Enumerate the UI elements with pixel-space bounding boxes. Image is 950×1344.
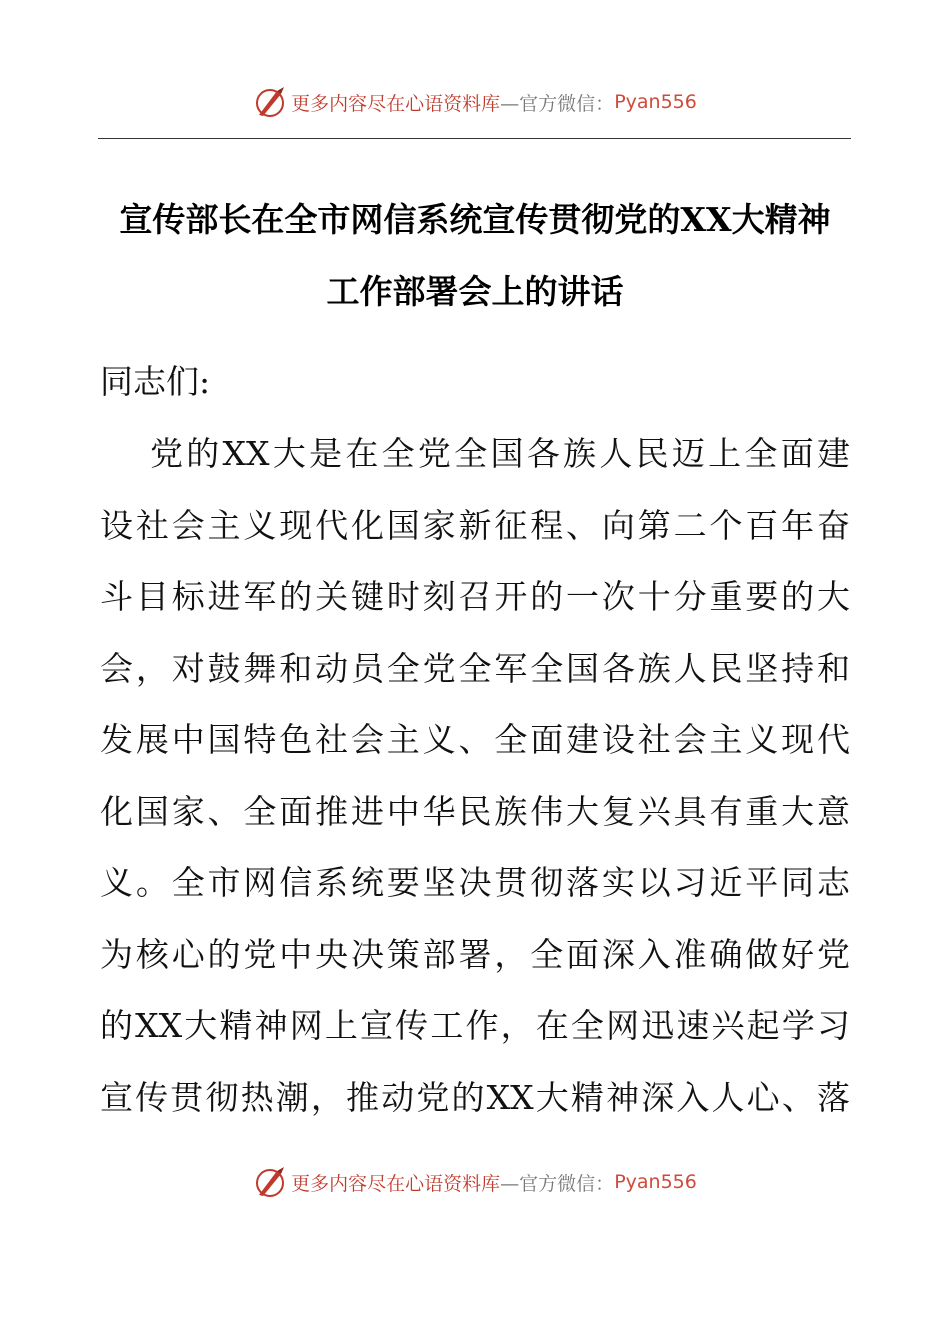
watermark-text-wechat: —官方微信：	[500, 92, 615, 115]
document-title-line-1: 宣传部长在全市网信系统宣传贯彻党的XX大精神	[119, 200, 831, 239]
salutation: 同志们:	[100, 362, 211, 401]
body-line: 设社会主义现代化国家新征程、向第二个百年奋	[100, 506, 850, 545]
body-line: 为核心的党中央决策部署，全面深入准确做好党	[100, 935, 850, 974]
quill-logo-icon	[253, 85, 287, 119]
watermark-text-main: 更多内容尽在心语资料库	[291, 1172, 501, 1195]
document-title-line-2: 工作部署会上的讲话	[326, 272, 624, 311]
quill-logo-icon	[253, 1165, 287, 1199]
body-line: 斗目标进军的关键时刻召开的一次十分重要的大	[100, 577, 850, 616]
body-line: 宣传贯彻热潮，推动党的XX大精神深入人心、落	[100, 1078, 850, 1117]
watermark-text-wechat: —官方微信：	[500, 1172, 615, 1195]
watermark-text-main: 更多内容尽在心语资料库	[291, 92, 501, 115]
header-divider	[98, 138, 851, 139]
body-line: 义。全市网信系统要坚决贯彻落实以习近平同志	[100, 863, 850, 902]
body-line: 化国家、全面推进中华民族伟大复兴具有重大意	[100, 792, 850, 831]
body-line: 发展中国特色社会主义、全面建设社会主义现代	[100, 720, 850, 759]
body-line: 党的XX大是在全党全国各族人民迈上全面建	[150, 434, 850, 473]
watermark-text-id: Pyan556	[614, 1171, 697, 1193]
header-watermark	[0, 82, 950, 122]
footer-watermark	[0, 1162, 950, 1202]
body-line: 的XX大精神网上宣传工作，在全网迅速兴起学习	[100, 1006, 850, 1045]
watermark-text-id: Pyan556	[614, 91, 697, 113]
body-line: 会，对鼓舞和动员全党全军全国各族人民坚持和	[100, 649, 850, 688]
